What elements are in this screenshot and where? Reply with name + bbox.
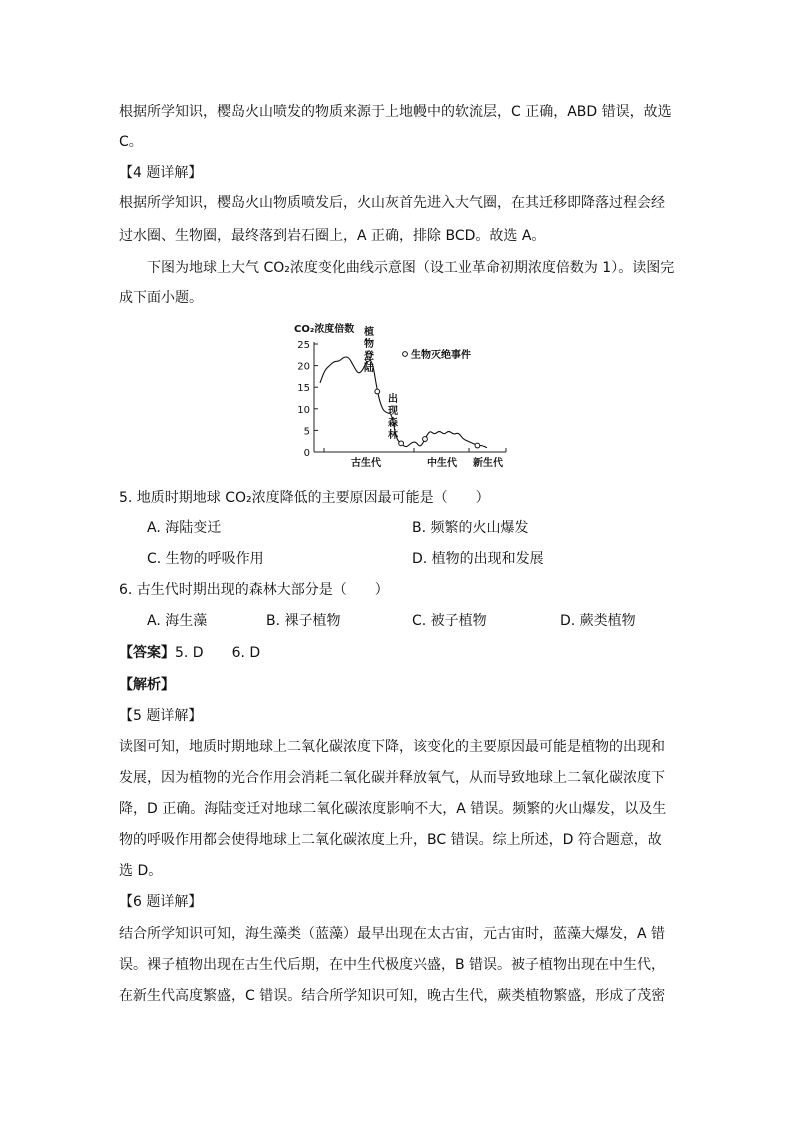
y-tick-label: 15 [297,383,310,395]
intro-text: 成下面小题。 [119,290,203,306]
question-5-option-b: B. 频繁的火山爆发 [412,520,529,536]
question-6-option-b: B. 裸子植物 [266,613,341,629]
intro-text: 下图为地球上大气 CO₂浓度变化曲线示意图（设工业革命初期浓度倍数为 1）。读图完 [147,260,675,276]
x-tick-labels [351,456,504,469]
question-5-option-c: C. 生物的呼吸作用 [147,551,264,567]
legend-marker [403,352,408,357]
question-6-detail-heading: 【6 题详解】 [119,894,203,910]
y-tick-label: 5 [303,426,310,438]
extinction-marker [399,441,404,446]
x-tick-label: 中生代 [427,458,457,469]
x-tick-label: 古生代 [351,458,381,469]
question-5-option-d: D. 植物的出现和发展 [412,551,544,567]
x-tick-label: 新生代 [473,458,503,469]
explanation-text: 根据所学知识，樱岛火山物质喷发后，火山灰首先进入大气圈，在其迁移即降落过程会经 [119,195,665,211]
annotation-char: 现 [388,406,398,417]
y-tick-label: 20 [297,361,310,373]
y-tick-labels [297,340,318,459]
annotation-char: 物 [364,339,374,350]
explanation-text: 过水圈、生物圈，最终落到岩石圈上，A 正确，排除 BCD。故选 A。 [119,228,546,244]
annotation-char: 陆 [364,363,374,374]
forest-annotation [387,392,399,441]
analysis-heading: 【解析】 [119,677,175,693]
question-5-option-a: A. 海陆变迁 [147,520,222,536]
question-5-stem: 5. 地质时期地球 CO₂浓度降低的主要原因最可能是（ ） [119,490,490,506]
question-6-option-c: C. 被子植物 [412,613,487,629]
explanation-5-text: 物的呼吸作用都会使得地球上二氧化碳浓度上升，BC 错误。综上所述，D 符合题意，故 [119,832,662,848]
plant-landing-annotation [363,325,374,374]
event-markers [365,357,480,448]
explanation-6-text: 误。裸子植物出现在古生代后期，在中生代极度兴盛，B 错误。被子植物出现在中生代， [119,957,666,973]
co2-curve [320,357,487,448]
explanation-5-text: 读图可知，地质时期地球上二氧化碳浓度下降，该变化的主要原因最可能是植物的出现和 [119,739,665,755]
explanation-text: 根据所学知识，樱岛火山喷发的物质来源于上地幔中的软流层，C 正确，ABD 错误，故选 [119,104,672,120]
explanation-5-text: 降，D 正确。海陆变迁对地球二氧化碳浓度影响不大，A 错误。频繁的火山爆发，以及生 [119,801,667,817]
annotation-char: 林 [388,430,398,441]
x-tick-marks [324,448,506,452]
question-4-heading: 【4 题详解】 [119,165,203,181]
extinction-marker [375,389,380,394]
co2-chart [290,318,520,470]
question-5-detail-heading: 【5 题详解】 [119,708,203,724]
explanation-text: C。 [119,134,143,150]
annotation-char: 植 [364,327,374,338]
annotation-char: 登 [364,351,374,362]
explanation-6-text: 结合所学知识可知，海生藻类（蓝藻）最早出现在太古宙，元古宙时，蓝藻大爆发，A 错 [119,926,666,942]
legend-extinction-label: 生物灭绝事件 [411,350,471,361]
question-6-option-d: D. 蕨类植物 [560,613,636,629]
explanation-5-text: 发展，因为植物的光合作用会消耗二氧化碳并释放氧气，从而导致地球上二氧化碳浓度下 [119,770,665,786]
answer-text: 5. D 6. D [175,645,261,661]
explanation-6-text: 在新生代高度繁盛，C 错误。结合所学知识可知，晚古生代，蕨类植物繁盛，形成了茂密 [119,988,666,1004]
answer-line [119,643,260,663]
extinction-marker [475,443,480,448]
question-6-option-a: A. 海生藻 [147,613,208,629]
y-axis-label: CO₂浓度倍数 [294,324,355,335]
y-tick-label: 25 [297,340,310,351]
explanation-5-text: 选 D。 [119,863,163,879]
y-tick-label: 10 [297,404,310,416]
answer-label: 【答案】 [119,645,175,661]
extinction-marker [423,437,428,442]
question-6-stem: 6. 古生代时期出现的森林大部分是（ ） [119,582,389,598]
annotation-char: 森 [388,418,398,429]
y-tick-label: 0 [303,448,310,459]
annotation-char: 出 [388,394,398,405]
